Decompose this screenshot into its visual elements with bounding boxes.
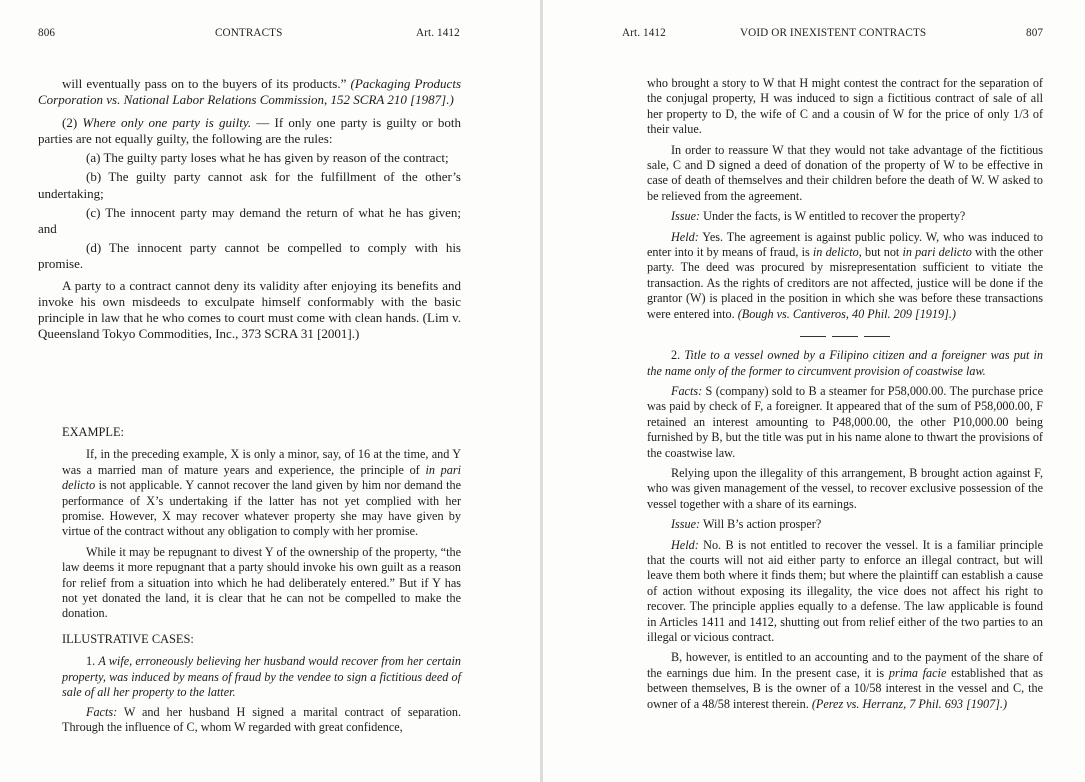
right-page-number: 807 [1026, 27, 1044, 39]
issue-paragraph: Issue: Will B’s action prosper? [671, 517, 822, 532]
example-heading: EXAMPLE: [62, 425, 124, 439]
issue-paragraph: Issue: Under the facts, is W entitled to recover the property? [671, 209, 966, 224]
held-paragraph: Held: No. B is not entitled to recover the vessel. It is a familiar principle that the courts will not aid either party to enforce an illegal contract, but will leave them both where it finds them; but where the plaintiff can establish a cause of action without exposing its illegality, the vice does not affect his right to recover. The principle applies equally to a defense. The law applicable is found in Articles 1411 and 1412, shutting out from relief either of the two parties to an illegal or vicious contract. [647, 537, 1044, 644]
paragraph: will eventually pass on to the buyers of its products.” (Packaging Products Corporation vs. National Labor Relations Commission, 152 SCRA 210 [1987].) [38, 76, 461, 108]
case-title: 1. A wife, erroneously believing her husband would recover from her certain property, was induced by means of fraud by the vendee to sign a fictitious deed of sale of all her property to the latter. [62, 654, 461, 700]
rule-item: (c) The innocent party may demand the return of what he has given; and [38, 204, 461, 236]
case-facts: Facts: S (company) sold to B a steamer for P58,000.00. The purchase price was paid by check of F, a foreigner. It appeared that of the sum of P58,000.00, F retained an interest amounting to P48,000.00, the other P10,000.00 being furnished by B, but the title was put in his name alone to thwart the provisions of the coastwise law. [647, 383, 1043, 460]
case-title: 2. Title to a vessel owned by a Filipino citizen and a foreigner was put in the name only of the former to circumvent provision of coastwise law. [647, 348, 1043, 378]
example-block [62, 425, 461, 735]
paragraph: Relying upon the illegality of this arrangement, B brought action against F, who was given management of the vessel, to recover exclusive possession of the vessel together with a share of its earnings. [647, 465, 1043, 511]
right-running-title: VOID OR INEXISTENT CONTRACTS [740, 27, 927, 39]
rule-item: (d) The innocent party cannot be compelled to comply with his promise. [38, 239, 461, 271]
left-page [0, 0, 540, 782]
rule-item: (a) The guilty party loses what he has given by reason of the contract; [86, 150, 449, 166]
right-article-ref: Art. 1412 [622, 27, 666, 39]
held-paragraph: Held: Yes. The agreement is against public policy. W, who was induced to enter into it by means of fraud, is in delicto, but not in pari delicto with the other party. The deed was procured by misrepresentation sufficient to vitiate the transaction. As the rights of creditors are not affected, justice will be done if the grantor (W) is placed in the position in which she was before these transactions were entered into. (Bough vs. Cantiveros, 40 Phil. 209 [1919].) [647, 229, 1043, 321]
right-body [647, 76, 1043, 712]
paragraph: who brought a story to W that H might contest the contract for the separation of the conjugal property, H was induced to sign a fictitious contract of sale of all her property to D, the wife of C and a cousin of W for the price of only 1/3 of their value. [647, 76, 1043, 137]
cases-heading: ILLUSTRATIVE CASES: [62, 631, 194, 646]
example-paragraph: If, in the preceding example, X is only a minor, say, of 16 at the time, and Y was a married man of mature years and experience, the principle of in pari delicto is not applicable. Y cannot recover the land given by him nor demand the performance of X’s undertaking if the latter has not yet complied with her promise. However, X may recover whatever property she may have given by virtue of the contract without any obligation to comply with her promise. [62, 447, 461, 539]
section-separator [647, 331, 1043, 339]
rule-item: (b) The guilty party cannot ask for the fulfillment of the other’s undertaking; [38, 169, 461, 201]
paragraph: (2) Where only one party is guilty. — If only one party is guilty or both parties are not equally guilty, the following are the rules: [38, 115, 462, 147]
paragraph: In order to reassure W that they would not take advantage of the fictitious sale, C and D signed a deed of donation of the property of W to be effective in case of death of themselves and their children before the death of W. W asked to be relieved from the agreement. [647, 142, 1043, 203]
paragraph: A party to a contract cannot deny its validity after enjoying its benefits and invoke his own misdeeds to exculpate himself conformably with the basic principle in law that he who comes to court must come with clean hands. (Lim v. Queensland Tokyo Commodities, Inc., 373 SCRA 31 [2001].) [38, 278, 461, 342]
case-facts: Facts: W and her husband H signed a marital contract of separation. Through the influence of C, whom W regarded with great confidence, [62, 704, 461, 734]
paragraph: B, however, is entitled to an accounting and to the payment of the share of the earnings due him. In the present case, it is prima facie established that as between themselves, B is the owner of a 10/58 interest in the vessel and C, the owner of a 48/58 interest therein. (Perez vs. Herranz, 7 Phil. 693 [1907].) [647, 650, 1044, 711]
left-page-number: 806 [38, 27, 56, 39]
right-page [543, 0, 1085, 782]
example-paragraph: While it may be repugnant to divest Y of the ownership of the property, “the law deems it more repugnant that a party should invoke his own guilt as a reason for relief from a situation into which he had deliberately entered.” But if Y has not yet donated the land, it is clear that he can not be compelled to make the donation. [62, 544, 461, 621]
left-article-ref: Art. 1412 [416, 27, 460, 39]
left-running-title: CONTRACTS [215, 27, 283, 39]
left-body [38, 76, 461, 342]
